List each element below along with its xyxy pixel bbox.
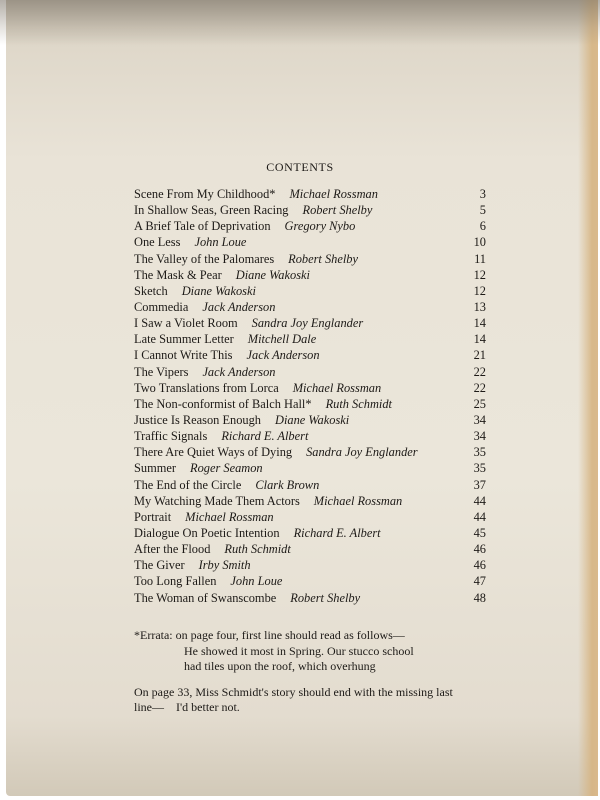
entry-page-number: 12 (473, 267, 486, 282)
entry-author: Robert Shelby (290, 590, 361, 605)
toc-entry (134, 283, 486, 299)
toc-entry (134, 331, 486, 347)
entry-author: John Loue (194, 235, 247, 250)
entry-author: Michael Rossman (185, 509, 274, 524)
errata-line-5-label: line— (134, 700, 164, 714)
entry-title: Two Translations from Lorca (134, 380, 279, 395)
entry-page-number: 35 (473, 445, 486, 460)
entry-author: Diane Wakoski (275, 412, 350, 427)
entry-author: Sandra Joy Englander (306, 445, 418, 460)
entry-title: My Watching Made Them Actors (134, 493, 300, 508)
toc-entry (134, 186, 486, 202)
toc-entry (134, 396, 486, 412)
entry-title: The Woman of Swanscombe (134, 590, 277, 605)
entry-page-number: 13 (473, 299, 486, 314)
toc-entry (134, 493, 486, 509)
entry-page-number: 48 (473, 590, 486, 605)
toc-entry (134, 412, 486, 428)
toc-entry (134, 428, 486, 444)
table-of-contents (134, 186, 486, 606)
toc-entry (134, 218, 486, 234)
entry-page-number: 46 (473, 542, 486, 557)
entry-author: Gregory Nybo (284, 219, 356, 234)
entry-title: Too Long Fallen (134, 574, 217, 589)
entry-page-number: 37 (473, 477, 486, 492)
entry-title: Justice Is Reason Enough (134, 412, 261, 427)
toc-entry (134, 380, 486, 396)
entry-title: The Vipers (134, 364, 189, 379)
toc-entry (134, 590, 486, 606)
entry-page-number: 22 (473, 364, 486, 379)
entry-page-number: 12 (473, 283, 486, 298)
toc-entry (134, 315, 486, 331)
entry-page-number: 5 (479, 203, 486, 218)
entry-title: There Are Quiet Ways of Dying (134, 445, 293, 460)
entry-page-number: 6 (479, 219, 486, 234)
entry-page-number: 46 (473, 558, 486, 573)
entry-author: Mitchell Dale (247, 332, 317, 347)
entry-author: Ruth Schmidt (224, 542, 291, 557)
entry-author: Michael Rossman (289, 187, 378, 201)
entry-author: Robert Shelby (302, 203, 373, 218)
toc-entry (134, 477, 486, 493)
entry-author: Diane Wakoski (235, 267, 310, 282)
toc-entry (134, 267, 486, 283)
toc-entry (134, 234, 486, 250)
entry-author: Clark Brown (255, 477, 320, 492)
entry-title: The End of the Circle (134, 477, 242, 492)
entry-author: Richard E. Albert (221, 429, 309, 444)
errata-line-3: had tiles upon the roof, which overhung (184, 659, 376, 673)
entry-title: The Valley of the Palomares (134, 251, 275, 266)
entry-author: Michael Rossman (313, 493, 403, 508)
toc-entry (134, 364, 486, 380)
entry-author: Roger Seamon (190, 461, 263, 476)
entry-page-number: 10 (473, 235, 486, 250)
errata-note (134, 628, 494, 716)
errata-line-4: On page 33, Miss Schmidt's story should end with the missing last (134, 684, 453, 699)
entry-page-number: 35 (473, 461, 486, 476)
entry-title: Portrait (134, 509, 172, 524)
toc-entry (134, 525, 486, 541)
toc-entry (134, 251, 486, 267)
entry-title: In Shallow Seas, Green Racing (134, 203, 289, 218)
entry-page-number: 11 (474, 251, 486, 266)
entry-author: Robert Shelby (288, 251, 359, 266)
entry-page-number: 34 (473, 412, 486, 427)
entry-page-number: 47 (473, 574, 486, 589)
entry-title: Commedia (134, 299, 189, 314)
entry-title: The Giver (134, 558, 185, 573)
entry-title: Summer (134, 461, 176, 476)
entry-title: The Non-conformist of Balch Hall* (134, 396, 312, 411)
entry-author: Jack Anderson (246, 348, 320, 363)
toc-entry (134, 557, 486, 573)
entry-author: Ruth Schmidt (325, 396, 392, 411)
entry-title: One Less (134, 235, 181, 250)
entry-page-number: 45 (473, 525, 486, 540)
entry-page-number: 14 (473, 316, 486, 331)
entry-title: Late Summer Letter (134, 332, 234, 347)
toc-entry (134, 299, 486, 315)
entry-page-number: 14 (473, 332, 486, 347)
toc-entry (134, 573, 486, 589)
errata-line-2: He showed it most in Spring. Our stucco school (184, 643, 414, 658)
entry-author: Richard E. Albert (293, 525, 381, 540)
entry-title: The Mask & Pear (134, 267, 222, 282)
toc-entry (134, 541, 486, 557)
entry-title: Dialogue On Poetic Intention (134, 525, 280, 540)
entry-page-number: 21 (473, 348, 486, 363)
entry-title: After the Flood (134, 542, 211, 557)
entry-page-number: 22 (473, 380, 486, 395)
entry-author: Diane Wakoski (181, 283, 256, 298)
toc-entry (134, 202, 486, 218)
entry-page-number: 34 (473, 429, 486, 444)
errata-line-5-text: I'd better not. (176, 700, 240, 714)
entry-title: I Cannot Write This (134, 348, 233, 363)
entry-title: Sketch (134, 283, 168, 298)
errata-line-5 (134, 700, 494, 716)
toc-entry (134, 347, 486, 363)
entry-author: Jack Anderson (202, 364, 276, 379)
entry-title: Traffic Signals (134, 429, 208, 444)
entry-page-number: 44 (473, 509, 486, 524)
entry-author: Irby Smith (198, 558, 251, 573)
contents-heading: CONTENTS (266, 160, 334, 174)
entry-page-number: 25 (473, 396, 486, 411)
entry-page-number: 44 (473, 493, 486, 508)
entry-author: Sandra Joy Englander (251, 316, 364, 331)
entry-author: John Loue (230, 574, 283, 589)
entry-page-number: 3 (479, 187, 486, 201)
toc-entry (134, 444, 486, 460)
entry-author: Michael Rossman (292, 380, 382, 395)
entry-title: Scene From My Childhood* (134, 187, 276, 201)
entry-title: I Saw a Violet Room (134, 316, 238, 331)
entry-author: Jack Anderson (202, 299, 276, 314)
toc-entry (134, 460, 486, 476)
entry-title: A Brief Tale of Deprivation (134, 219, 271, 234)
toc-entry (134, 509, 486, 525)
errata-line-1: *Errata: on page four, first line should read as follows— (134, 628, 405, 642)
